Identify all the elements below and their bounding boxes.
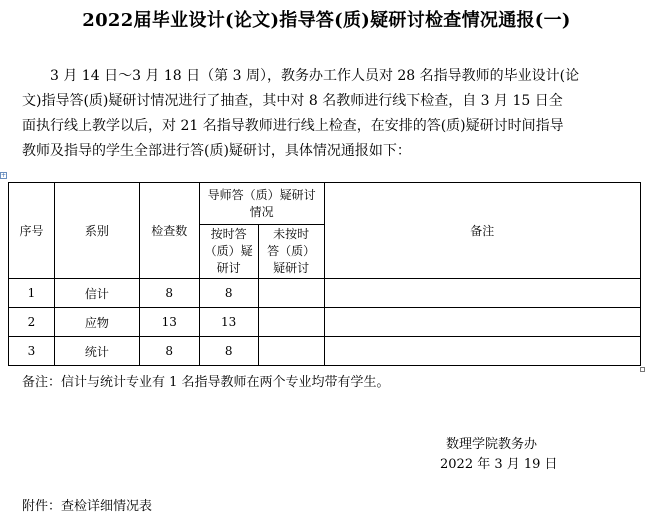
header-dept: 系别 [54, 183, 139, 279]
paragraph-line: 文)指导答(质)疑研讨情况进行了抽查，其中对 8 名教师进行线下检查，自 3 月 15 日全 [22, 93, 563, 109]
header-ontime-line: 研讨 [216, 261, 241, 275]
cell-count[interactable]: 8 [139, 337, 199, 366]
signature-date: 2022 年 3 月 19 日 [440, 457, 558, 472]
paragraph-line: 3 月 14 日～3 月 18 日（第 3 周），教务办工作人员对 28 名指导教师的毕业设计(论 [50, 68, 580, 84]
table-note: 备注：信计与统计专业有 1 名指导教师在两个专业均带有学生。 [22, 375, 390, 390]
header-remark: 备注 [324, 183, 640, 279]
cell-dept[interactable]: 统计 [54, 337, 139, 366]
cell-ontime[interactable]: 8 [199, 337, 258, 366]
table-move-handle-icon[interactable]: + [1, 172, 7, 179]
cell-late[interactable] [258, 308, 324, 337]
table-resize-handle[interactable] [640, 367, 645, 372]
cell-count[interactable]: 8 [139, 279, 199, 308]
header-late-line: 疑研讨 [273, 261, 310, 275]
cell-ontime[interactable]: 13 [199, 308, 258, 337]
cell-seq[interactable]: 3 [9, 337, 55, 366]
document-title: 2022届毕业设计(论文)指导答(质)疑研讨检查情况通报(一) [82, 10, 571, 31]
cell-dept[interactable]: 信计 [54, 279, 139, 308]
cell-late[interactable] [258, 279, 324, 308]
paragraph-line: 教师及指导的学生全部进行答(质)疑研讨，具体情况通报如下： [22, 143, 411, 159]
cell-remark[interactable] [324, 308, 640, 337]
header-seq: 序号 [9, 183, 55, 279]
header-ontime [199, 225, 258, 279]
signature-office: 数理学院教务办 [446, 437, 538, 452]
cell-remark[interactable] [324, 337, 640, 366]
cell-ontime[interactable]: 8 [199, 279, 258, 308]
table-row [9, 279, 641, 308]
header-late-line: 答（质） [267, 244, 316, 258]
cell-seq[interactable]: 2 [9, 308, 55, 337]
cell-dept[interactable]: 应物 [54, 308, 139, 337]
header-late [258, 225, 324, 279]
cell-seq[interactable]: 1 [9, 279, 55, 308]
cell-count[interactable]: 13 [139, 308, 199, 337]
intro-paragraph [22, 64, 634, 164]
table-row [9, 337, 641, 366]
header-ontime-line: （质）疑 [204, 244, 253, 258]
header-group-line: 情况 [249, 204, 274, 219]
cell-remark[interactable] [324, 279, 640, 308]
paragraph-line: 面执行线上教学以后，对 21 名指导教师进行线上检查，在安排的答(质)疑研讨时间指导 [22, 118, 564, 134]
cell-late[interactable] [258, 337, 324, 366]
inspection-table [8, 182, 641, 366]
header-group [199, 183, 324, 225]
table-row [9, 308, 641, 337]
header-late-line: 未按时 [273, 227, 310, 241]
header-ontime-line: 按时答 [210, 227, 247, 241]
header-group-line: 导师答（质）疑研讨 [207, 187, 316, 202]
header-count: 检查数 [139, 183, 199, 279]
attachment-line: 附件：查检详细情况表 [22, 499, 153, 514]
